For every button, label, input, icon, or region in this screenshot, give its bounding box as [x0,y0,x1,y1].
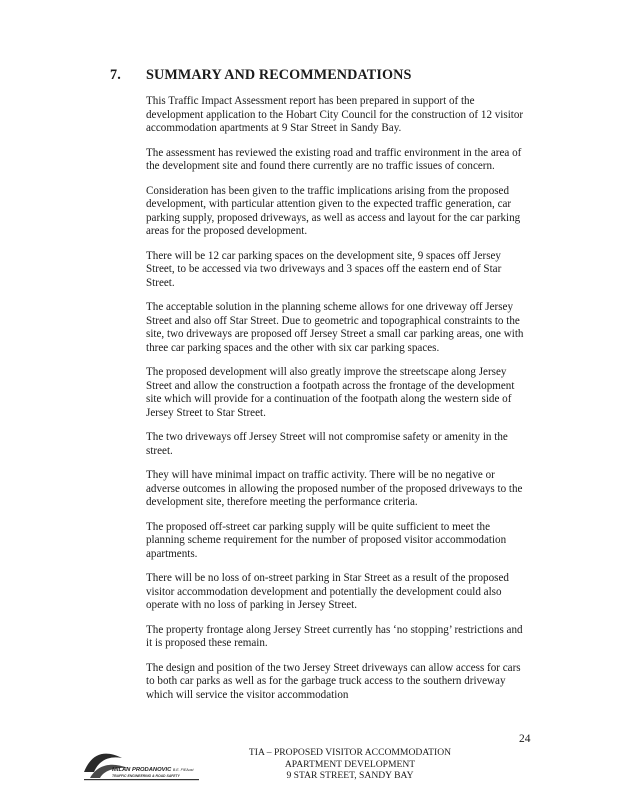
logo-tagline: TRAFFIC ENGINEERING & ROAD SAFETY [112,774,180,778]
paragraph: There will be no loss of on-street parking in Star Street as a result of the proposed visitor accommodation development and potentially the development could also operate with no loss of parking in Jersey Street. [146,572,509,611]
paragraph: This Traffic Impact Assessment report has been prepared in support of the development application to the Hobart City Council for the construction of 12 visitor accommodation apartments at 9 Star Street in Sandy Bay. [146,95,524,134]
paragraph: Consideration has been given to the traffic implications arising from the proposed development, with particular attention given to the expected traffic generation, car parking supply, proposed driveways, as well as access and layout for the car parking areas for the proposed development. [146,184,521,237]
section-heading [110,67,411,84]
paragraph: There will be 12 car parking spaces on the development site, 9 spaces off Jersey Street, to be accessed via two driveways and 3 spaces off the eastern end of Star Street. [146,249,502,289]
paragraph: They will have minimal impact on traffic activity. There will be no negative or adverse outcomes in allowing the proposed number of the proposed driveways to the development site, therefore meeting the performance criteria. [146,469,523,508]
paragraph: The design and position of the two Jersey Street driveways can allow access for cars to both car parks as well as for the garbage truck access to the southern driveway which will service the visitor accommodation [146,661,521,701]
section-number: 7. [110,67,121,83]
footer-line: 9 STAR STREET, SANDY BAY [286,770,414,782]
paragraph: The assessment has reviewed the existing road and traffic environment in the area of the development site and found there currently are no traffic issues of concern. [146,146,522,172]
footer-line: APARTMENT DEVELOPMENT [284,758,416,770]
paragraph: The two driveways off Jersey Street will not compromise safety or amenity in the street. [146,431,508,457]
footer [230,747,470,782]
paragraph: The property frontage along Jersey Street currently has ‘no stopping’ restrictions and it is proposed these remain. [146,623,523,649]
paragraph: The acceptable solution in the planning scheme allows for one driveway off Jersey Street and also off Star Street. Due to geometric and topographical constraints to the site, two driveways are proposed off Jersey Street a small car parking areas, one with three car parking spaces and the other with six car parking spaces. [146,301,524,354]
paragraph: The proposed development will also greatly improve the streetscape along Jersey Street and allow the construction a footpath across the frontage of the development site which will provide for a continuation of the footpath along the western side of Jersey Street to Star Street. [146,366,515,419]
page-number: 24 [519,733,531,745]
section-title: SUMMARY AND RECOMMENDATIONS [146,67,412,83]
logo-name: MILAN PRODANOVIC [112,767,172,773]
paragraph: The proposed off-street car parking supply will be quite sufficient to meet the planning scheme requirement for the number of proposed visitor accommodation apartments. [146,520,507,560]
footer-line: TIA – PROPOSED VISITOR ACCOMMODATION [248,747,452,758]
logo-suffix: B.E. FIEAust [172,768,194,772]
body-text [146,95,526,713]
company-logo [82,748,202,782]
